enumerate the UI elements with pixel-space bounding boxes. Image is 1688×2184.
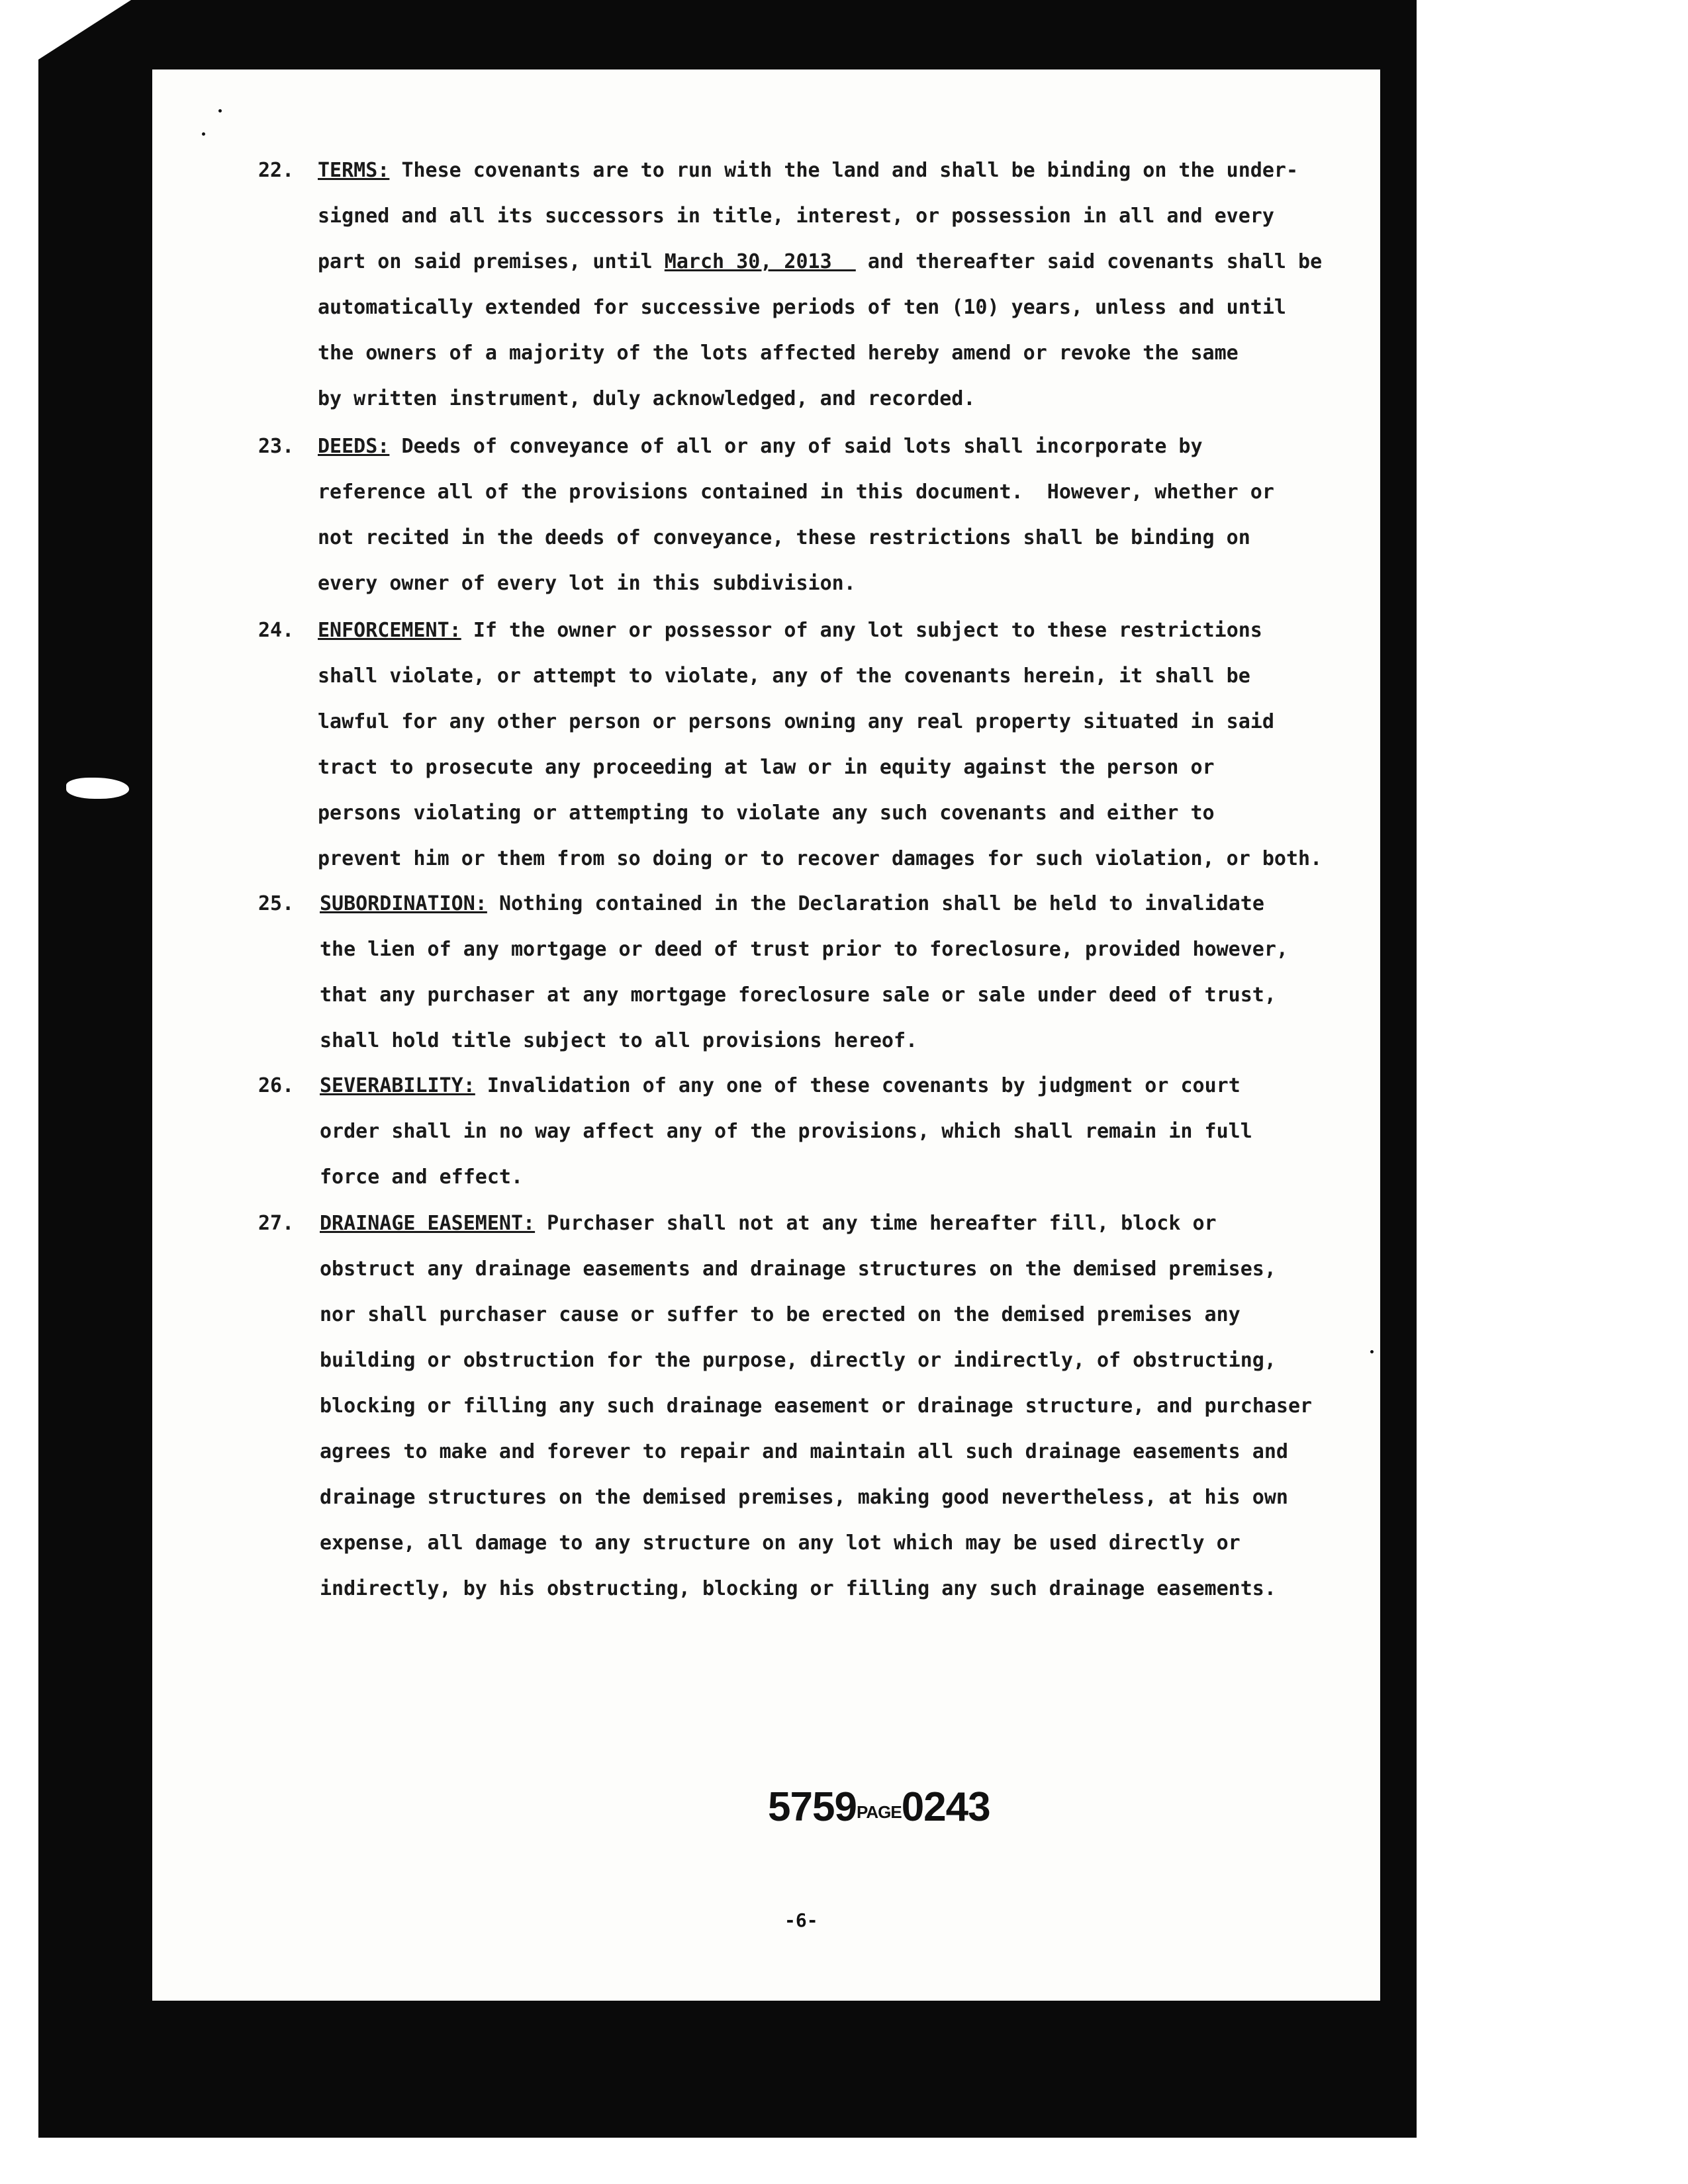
clause-line: blocking or filling any such drainage easement or drainage structure, and purchaser: [320, 1394, 1313, 1418]
clause-line: indirectly, by his obstructing, blocking or filling any such drainage easements.: [320, 1577, 1276, 1600]
clause-line: shall violate, or attempt to violate, any of the covenants herein, it shall be: [318, 664, 1250, 688]
clause-line: the owners of a majority of the lots affected hereby amend or revoke the same: [318, 341, 1239, 365]
clause-line: lawful for any other person or persons owning any real property situated in said: [318, 710, 1274, 733]
clause-line: that any purchaser at any mortgage foreclosure sale or sale under deed of trust,: [320, 983, 1276, 1007]
clause-number: 25.: [258, 892, 295, 915]
clause-first-line: [318, 159, 1298, 182]
book-page-stamp: [768, 1784, 990, 1831]
clause-line: order shall in no way affect any of the provisions, which shall remain in full: [320, 1120, 1252, 1143]
scan-smudge: [66, 778, 129, 799]
clause-text: Invalidation of any one of these covenants by judgment or court: [487, 1074, 1241, 1097]
document-page: [152, 69, 1380, 2001]
clause-first-line: [320, 892, 1264, 915]
page-number: 0243: [901, 1784, 990, 1830]
clause-heading: TERMS:: [318, 159, 390, 182]
book-number: 5759: [768, 1784, 857, 1830]
clause-heading: DRAINAGE EASEMENT:: [320, 1212, 536, 1235]
clause-line: prevent him or them from so doing or to recover damages for such violation, or both.: [318, 847, 1323, 870]
page-label: PAGE: [856, 1802, 902, 1822]
clause-line: shall hold title subject to all provisions hereof.: [320, 1029, 918, 1052]
clause-line: tract to prosecute any proceeding at law or in equity against the person or: [318, 756, 1215, 779]
page-footer-number: -6-: [784, 1909, 818, 1931]
clause-first-line: [318, 619, 1262, 642]
clause-line: persons violating or attempting to violate any such covenants and either to: [318, 801, 1215, 825]
clause-line: automatically extended for successive periods of ten (10) years, unless and until: [318, 296, 1286, 319]
clause-first-line: [320, 1074, 1241, 1097]
scan-speck: [202, 132, 205, 136]
clause-line: nor shall purchaser cause or suffer to be erected on the demised premises any: [320, 1303, 1241, 1326]
clause-line: by written instrument, duly acknowledged, and recorded.: [318, 387, 976, 410]
date-line: [318, 250, 1322, 273]
date-line-prefix: part on said premises, until: [318, 250, 665, 273]
clause-number: 23.: [258, 435, 295, 458]
clause-line: obstruct any drainage easements and drainage structures on the demised premises,: [320, 1257, 1276, 1281]
clause-text: Nothing contained in the Declaration shall be held to invalidate: [498, 892, 1264, 915]
clause-number: 26.: [258, 1074, 295, 1097]
clause-line: signed and all its successors in title, interest, or possession in all and every: [318, 205, 1274, 228]
clause-number: 24.: [258, 619, 295, 642]
clause-text: If the owner or possessor of any lot subject to these restrictions: [473, 619, 1262, 642]
clause-heading: ENFORCEMENT:: [318, 619, 461, 642]
clause-text: These covenants are to run with the land and shall be binding on the under-: [401, 159, 1299, 182]
clause-line: building or obstruction for the purpose, directly or indirectly, of obstructing,: [320, 1349, 1276, 1372]
clause-heading: SEVERABILITY:: [320, 1074, 475, 1097]
scan-speck: [1370, 1350, 1374, 1353]
clause-line: not recited in the deeds of conveyance, these restrictions shall be binding on: [318, 526, 1250, 549]
clause-line: every owner of every lot in this subdivision.: [318, 572, 856, 595]
clause-first-line: [318, 435, 1203, 458]
clause-number: 27.: [258, 1212, 295, 1235]
clause-line: the lien of any mortgage or deed of trust prior to foreclosure, provided however,: [320, 938, 1288, 961]
clause-text: Deeds of conveyance of all or any of said lots shall incorporate by: [401, 435, 1203, 458]
clause-line: force and effect.: [320, 1165, 524, 1189]
clause-text: Purchaser shall not at any time hereafter fill, block or: [547, 1212, 1217, 1235]
clause-line: expense, all damage to any structure on any lot which may be used directly or: [320, 1531, 1241, 1555]
date-line-suffix: and thereafter said covenants shall be: [855, 250, 1323, 273]
clause-heading: SUBORDINATION:: [320, 892, 487, 915]
clause-heading: DEEDS:: [318, 435, 390, 458]
clause-line: agrees to make and forever to repair and maintain all such drainage easements and: [320, 1440, 1288, 1463]
clause-first-line: [320, 1212, 1217, 1235]
clause-number: 22.: [258, 159, 295, 182]
clause-line: drainage structures on the demised premises, making good nevertheless, at his own: [320, 1486, 1288, 1509]
expiry-date: March 30, 2013: [664, 250, 856, 273]
scan-speck: [218, 109, 222, 113]
clause-line: reference all of the provisions contained in this document. However, whether or: [318, 480, 1274, 504]
